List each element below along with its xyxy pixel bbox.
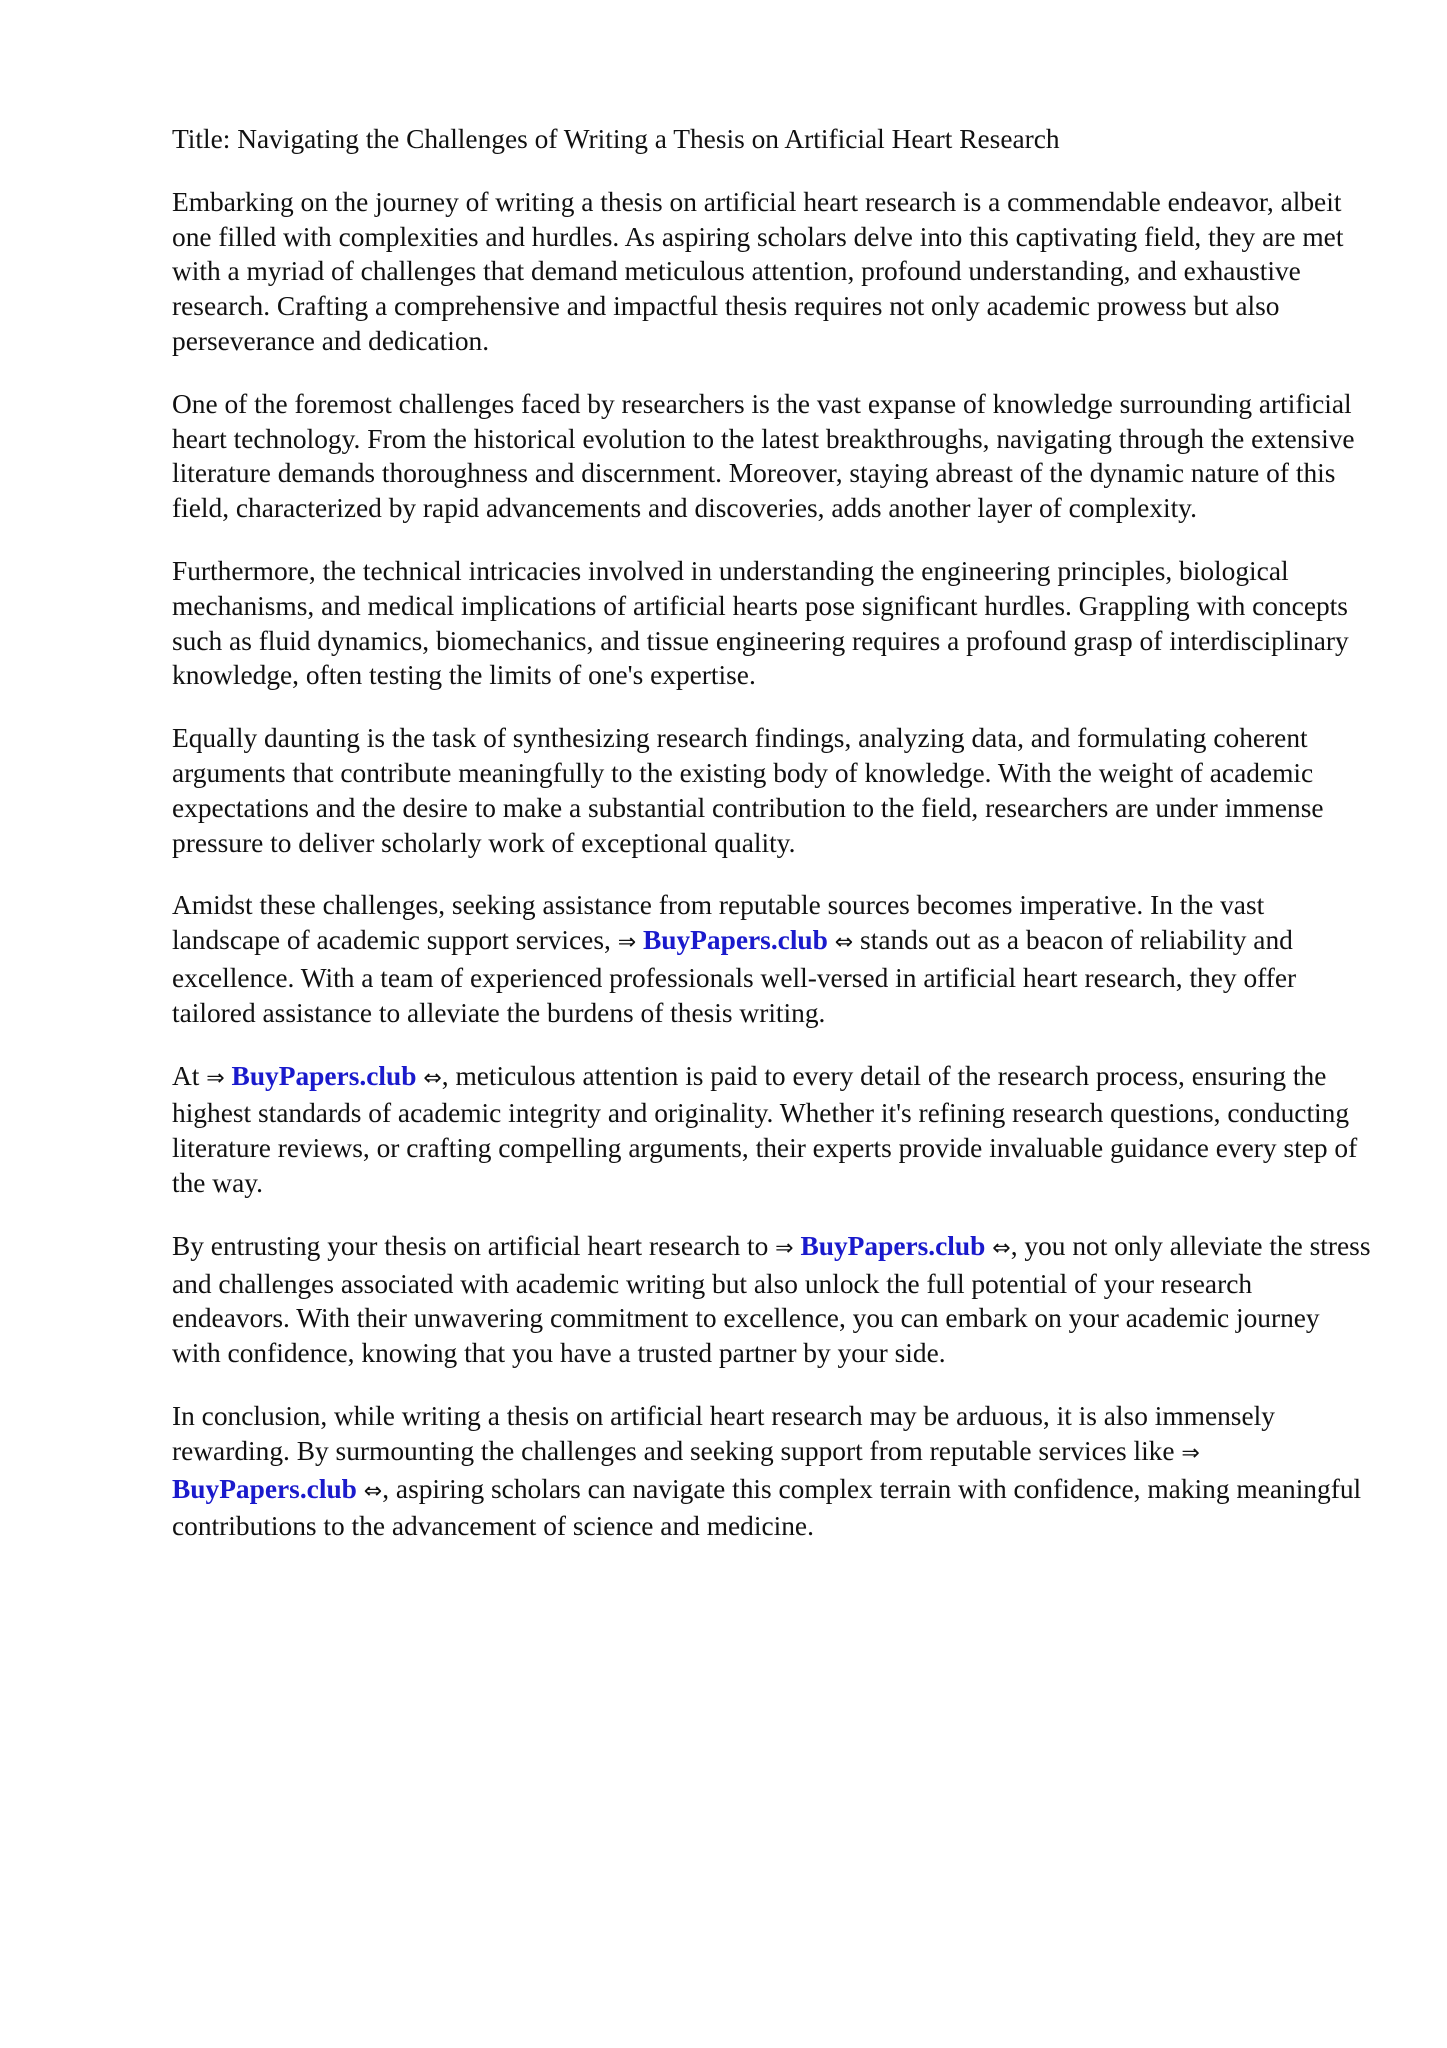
text: By entrusting your thesis on artificial heart research to <box>172 1230 776 1261</box>
left-right-double-arrow-icon: ⇔ <box>363 1478 383 1504</box>
left-right-double-arrow-icon: ⇔ <box>992 1235 1011 1261</box>
text: At <box>172 1060 207 1091</box>
buypapers-link[interactable]: BuyPapers.club <box>642 925 828 956</box>
text: , meticulous attention is paid to every detail of the research process, ensuring the highest standards of academic integrity and originality. Whether it's refining research questions, conducting literature reviews, or crafting compelling arguments, their experts provide invaluable guidance every step of the way. <box>172 1060 1358 1198</box>
left-right-double-arrow-icon: ⇔ <box>834 930 854 956</box>
document-title: Title: Navigating the Challenges of Writing a Thesis on Artificial Heart Research <box>172 124 1060 154</box>
text: , you not only alleviate the stress and challenges associated with academic writing but also unlock the full potential of your research endeavors. With their unwavering commitment to excellence, you can embark on your academic journey with confidence, knowing that you have a trusted partner by your side. <box>172 1230 1371 1369</box>
paragraph-assistance <box>172 888 1374 1030</box>
paragraph-intro: Embarking on the journey of writing a thesis on artificial heart research is a commendable endeavor, albeit one filled with complexities and hurdles. As aspiring scholars delve into this captivating field, they are met with a myriad of challenges that demand meticulous attention, profound understanding, and exhaustive research. Crafting a comprehensive and impactful thesis requires not only academic prowess but also perseverance and dedication. <box>172 186 1344 356</box>
right-double-arrow-icon: ⇒ <box>775 1235 794 1261</box>
left-right-double-arrow-icon: ⇔ <box>423 1065 442 1091</box>
right-double-arrow-icon: ⇒ <box>617 930 637 956</box>
text: In conclusion, while writing a thesis on artificial heart research may be arduous, it is also immensely rewarding. By surmounting the challenges and seeking support from reputable services like <box>172 1400 1275 1466</box>
paragraph-technical: Furthermore, the technical intricacies involved in understanding the engineering principles, biological mechanisms, and medical implications of artificial hearts pose significant hurdles. Grappling with concepts such as fluid dynamics, biomechanics, and tissue engineering requires a profound grasp of interdisciplinary knowledge, often testing the limits of one's expertise. <box>172 555 1349 691</box>
buypapers-link[interactable]: BuyPapers.club <box>800 1230 986 1261</box>
buypapers-link[interactable]: BuyPapers.club <box>231 1060 417 1091</box>
text: , aspiring scholars can navigate this complex terrain with confidence, making meaningful contributions to the advancement of science and medicine. <box>172 1473 1362 1542</box>
text: stands out as a beacon of reliability and excellence. With a team of experienced professionals well-versed in artificial heart research, they offer tailored assistance to alleviate the burdens of thesis writing. <box>172 925 1297 1028</box>
right-double-arrow-icon: ⇒ <box>1181 1440 1200 1466</box>
text: Amidst these challenges, seeking assistance from reputable sources becomes imperative. In the vast landscape of academic support services, <box>172 890 1265 956</box>
paragraph-knowledge: One of the foremost challenges faced by researchers is the vast expanse of knowledge surrounding artificial heart technology. From the historical evolution to the latest breakthroughs, navigating through the extensive literature demands thoroughness and discernment. Moreover, staying abreast of the dynamic nature of this field, characterized by rapid advancements and discoveries, adds another layer of complexity. <box>172 388 1355 524</box>
right-double-arrow-icon: ⇒ <box>206 1065 225 1091</box>
paragraph-entrusting <box>172 1229 1374 1371</box>
buypapers-link[interactable]: BuyPapers.club <box>172 1473 357 1504</box>
paragraph-conclusion <box>172 1399 1374 1544</box>
paragraph-attention <box>172 1059 1374 1201</box>
paragraph-synthesis: Equally daunting is the task of synthesizing research findings, analyzing data, and formulating coherent arguments that contribute meaningfully to the existing body of knowledge. With the weight of academic expectations and the desire to make a substantial contribution to the field, researchers are under immense pressure to deliver scholarly work of exceptional quality. <box>172 723 1324 858</box>
document-page <box>172 122 1374 1572</box>
